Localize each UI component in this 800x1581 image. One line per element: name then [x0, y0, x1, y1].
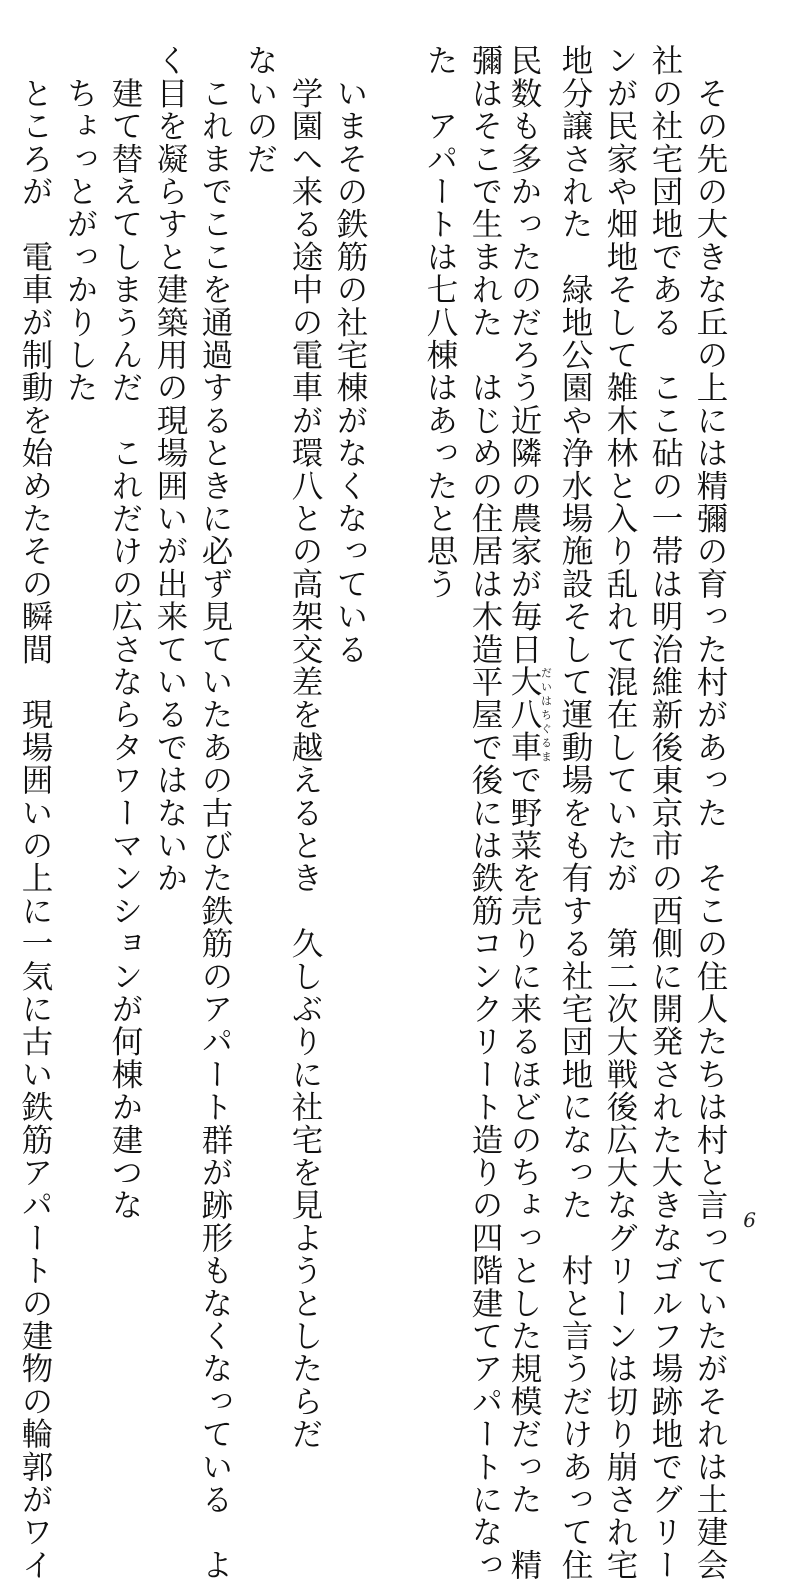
text-column-5 — [506, 44, 553, 1581]
text-column-3: ンが民家や畑地そして雑木林と入り乱れて混在していたが 第二次大戦後広大なグリーンは切り崩され宅 — [602, 44, 638, 1581]
text-column-8 — [373, 44, 417, 1174]
text-column-10: 学園へ来る途中の電車が環八との高架交差を越えるとき 久しぶりに社宅を見ようとしたらだ — [287, 44, 323, 1451]
text-column-11: ないのだ — [242, 44, 278, 175]
ruby-base: 大八車 — [506, 665, 542, 764]
furigana-reading: だいはちぐるま — [539, 665, 553, 764]
text-column-2: 社の社宅団地である ここ砧の一帯は明治維新後東京市の西側に開発された大きなゴルフ場跡地でグリー — [647, 44, 683, 1581]
text-column-9: いまその鉄筋の社宅棟がなくなっている — [332, 44, 368, 666]
text-column-6: 彌はそこで生まれた はじめの住居は木造平屋で後には鉄筋コンクリート造りの四階建てアパートになっ — [467, 44, 503, 1581]
text-segment: 民数も多かったのだろう近隣の農家が毎日 — [506, 44, 542, 666]
text-column-4: 地分譲された 緑地公園や浄水場施設そして運動場をも有する社宅団地になった 村と言うだけあって住 — [557, 44, 593, 1581]
text-segment: で野菜を売りに来るほどのちょっとした規模だった 精 — [506, 763, 542, 1581]
text-column-14: 建て替えてしまうんだ これだけの広さならタワーマンションが何棟か建つな — [107, 44, 143, 1222]
text-column-12: これまでここを通過するときに必ず見ていたあの古びた鉄筋のアパート群が跡形もなくなっている よ — [197, 44, 233, 1581]
page-number: 6 — [743, 1208, 756, 1232]
furigana-word — [506, 665, 553, 764]
text-column-13: く目を凝らすと建築用の現場囲いが出来ているではないか — [152, 44, 188, 895]
text-column-1: その先の大きな丘の上には精彌の育った村があった そこの住人たちは村と言っていたがそれは土建会 — [692, 44, 728, 1581]
text-column-7: た アパートは七八棟はあったと思う — [422, 44, 458, 600]
text-column-16: ところが 電車が制動を始めたその瞬間 現場囲いの上に一気に古い鉄筋アパートの建物の輪郭がワイ — [17, 44, 53, 1581]
text-column-15: ちょっとがっかりした — [62, 44, 98, 404]
